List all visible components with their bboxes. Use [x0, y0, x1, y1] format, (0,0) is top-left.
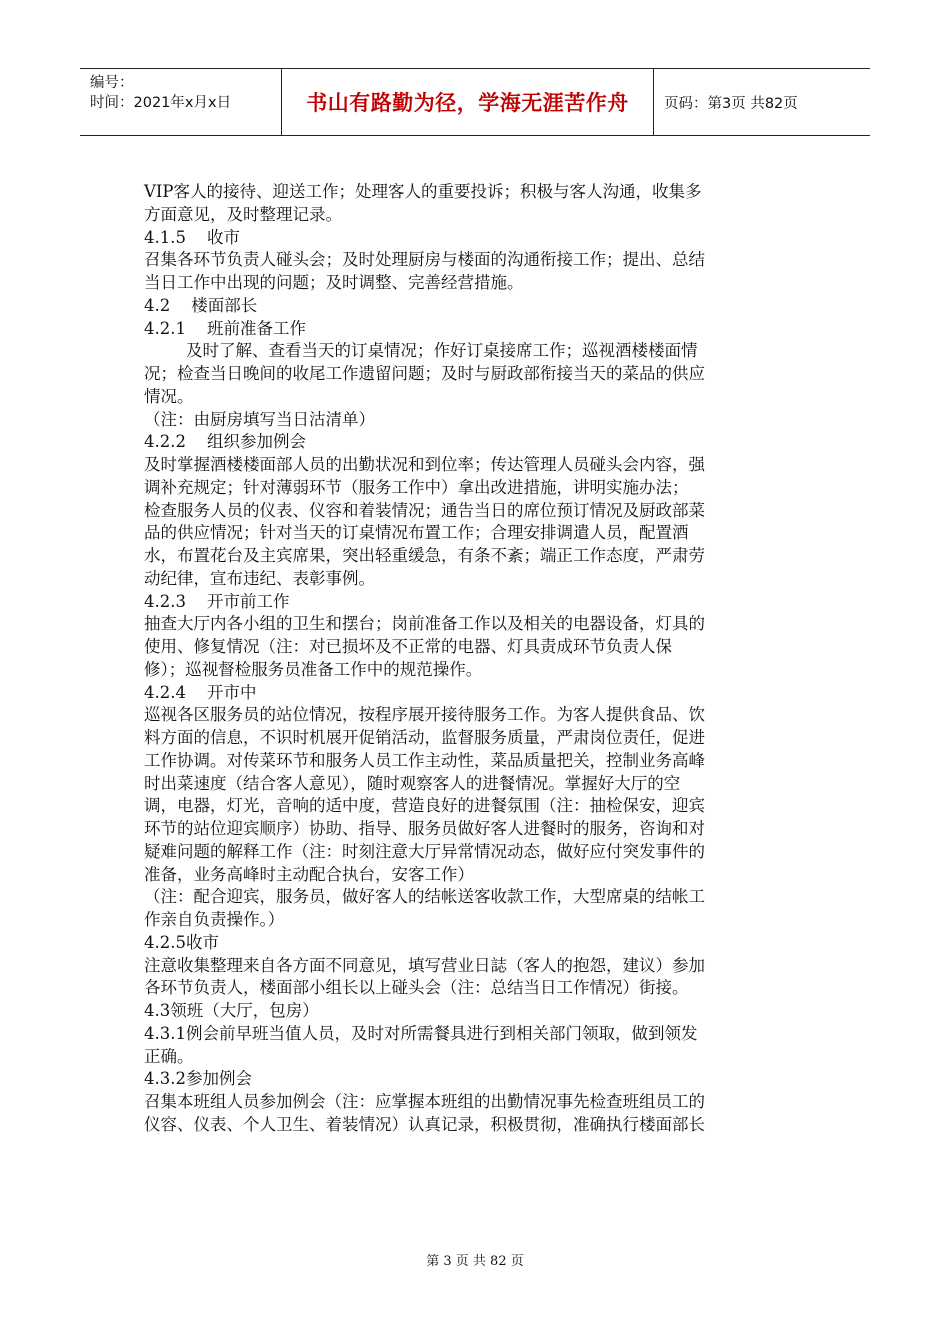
text-line: 时出菜速度（结合客人意见），随时观察客人的进餐情况。掌握好大厅的空: [144, 773, 681, 793]
text-line: 注意收集整理来自各方面不同意见，填写营业日誌（客人的抱怨，建议）参加: [144, 955, 705, 975]
text-line: 疑难问题的解释工作（注：时刻注意大厅异常情况动态，做好应付突发事件的: [144, 841, 705, 861]
text-line: 况；检查当日晚间的收尾工作遗留问题；及时与厨政部衔接当天的菜品的供应: [144, 364, 705, 383]
page-header: [80, 68, 870, 136]
text-line: 料方面的信息，不识时机展开促销活动，监督服务质量，严肃岗位责任，促进: [144, 728, 705, 747]
text-line: 作亲自负责操作。）: [144, 910, 285, 929]
text-line: 及时了解、查看当天的订桌情况；作好订桌接席工作；巡视酒楼楼面情: [144, 341, 698, 361]
text-line: 仪容、仪表、个人卫生、着装情况）认真记录，积极贯彻，准确执行楼面部长: [144, 1114, 705, 1134]
text-line: 工作协调。对传菜环节和服务人员工作主动性，菜品质量把关，控制业务高峰: [144, 750, 705, 770]
document-body: [144, 181, 804, 1137]
text-line: 调补充规定；针对薄弱环节（服务工作中）拿出改进措施，讲明实施办法；: [144, 477, 689, 497]
text-line: VIP客人的接待、迎送工作；处理客人的重要投诉；积极与客人沟通，收集多: [144, 182, 702, 201]
text-line: 动纪律，宣布违纪、表彰事例。: [144, 568, 375, 588]
header-motto: 书山有路勤为径，学海无涯苦作舟: [282, 69, 654, 135]
text-line: 使用、修复情况（注：对已损坏及不正常的电器、灯具责成环节负责人保: [144, 637, 672, 656]
document-number: 编号：: [90, 75, 134, 91]
text-line: 巡视各区服务员的站位情况，按程序展开接待服务工作。为客人提供食品、饮: [144, 705, 705, 725]
text-line: 及时掌握酒楼楼面部人员的出勤状况和到位率；传达管理人员碰头会内容，强: [144, 455, 705, 474]
text-line: 情况。: [144, 386, 194, 406]
text-line: 当日工作中出现的问题；及时调整、完善经营措施。: [144, 273, 524, 292]
text-line: 修）；巡视督检服务员准备工作中的规范操作。: [144, 659, 483, 679]
text-line: 召集本班组人员参加例会（注：应掌握本班组的出勤情况事先检查班组员工的: [144, 1092, 705, 1111]
text-line: （注：由厨房填写当日沽清单）: [144, 409, 375, 429]
text-line: （注：配合迎宾，服务员，做好客人的结帐送客收款工作，大型席桌的结帐工: [144, 887, 705, 907]
text-line: 4.2.4 开市中: [144, 682, 257, 702]
text-line: 4.3.1例会前早班当值人员，及时对所需餐具进行到相关部门领取，做到领发: [144, 1023, 698, 1043]
text-line: 4.2 楼面部长: [144, 295, 258, 315]
text-line: 方面意见，及时整理记录。: [144, 204, 342, 224]
text-line: 水，布置花台及主宾席果，突出轻重缓急，有条不紊；端正工作态度，严肃劳: [144, 546, 705, 565]
text-line: 4.2.1 班前准备工作: [144, 318, 306, 338]
text-line: 准备，业务高峰时主动配合执台，安客工作）: [144, 864, 474, 884]
text-line: 4.2.2 组织参加例会: [144, 432, 306, 452]
text-line: 品的供应情况；针对当天的订桌情况布置工作；合理安排调遣人员，配置酒: [144, 523, 689, 543]
text-line: 正确。: [144, 1046, 194, 1066]
text-line: 检查服务人员的仪表、仪容和着装情况；通告当日的席位预订情况及厨政部菜: [144, 500, 705, 520]
text-line: 4.2.3 开市前工作: [144, 591, 290, 611]
header-meta: [80, 69, 282, 135]
text-line: 调，电器，灯光，音响的适中度，营造良好的进餐氛围（注：抽检保安，迎宾: [144, 796, 705, 816]
text-line: 4.3.2参加例会: [144, 1069, 252, 1089]
text-line: 召集各环节负责人碰头会；及时处理厨房与楼面的沟通衔接工作；提出、总结: [144, 250, 705, 270]
document-date: 时间：2021年x月x日: [90, 95, 232, 111]
text-line: 4.2.5收市: [144, 932, 219, 952]
page-footer: 第 3 页 共 82 页: [426, 1254, 524, 1269]
text-line: 4.3领班（大厅，包房）: [144, 1001, 319, 1020]
text-line: 抽查大厅内各小组的卫生和摆台；岗前准备工作以及相关的电器设备，灯具的: [144, 614, 705, 634]
text-line: 各环节负责人，楼面部小组长以上碰头会（注：总结当日工作情况）街接。: [144, 978, 689, 998]
text-line: 环节的站位迎宾顺序）协助、指导、服务员做好客人进餐时的服务，咨询和对: [144, 819, 705, 838]
text-line: 4.1.5 收市: [144, 227, 240, 247]
header-page-info: 页码：第3页 共82页: [664, 95, 798, 112]
